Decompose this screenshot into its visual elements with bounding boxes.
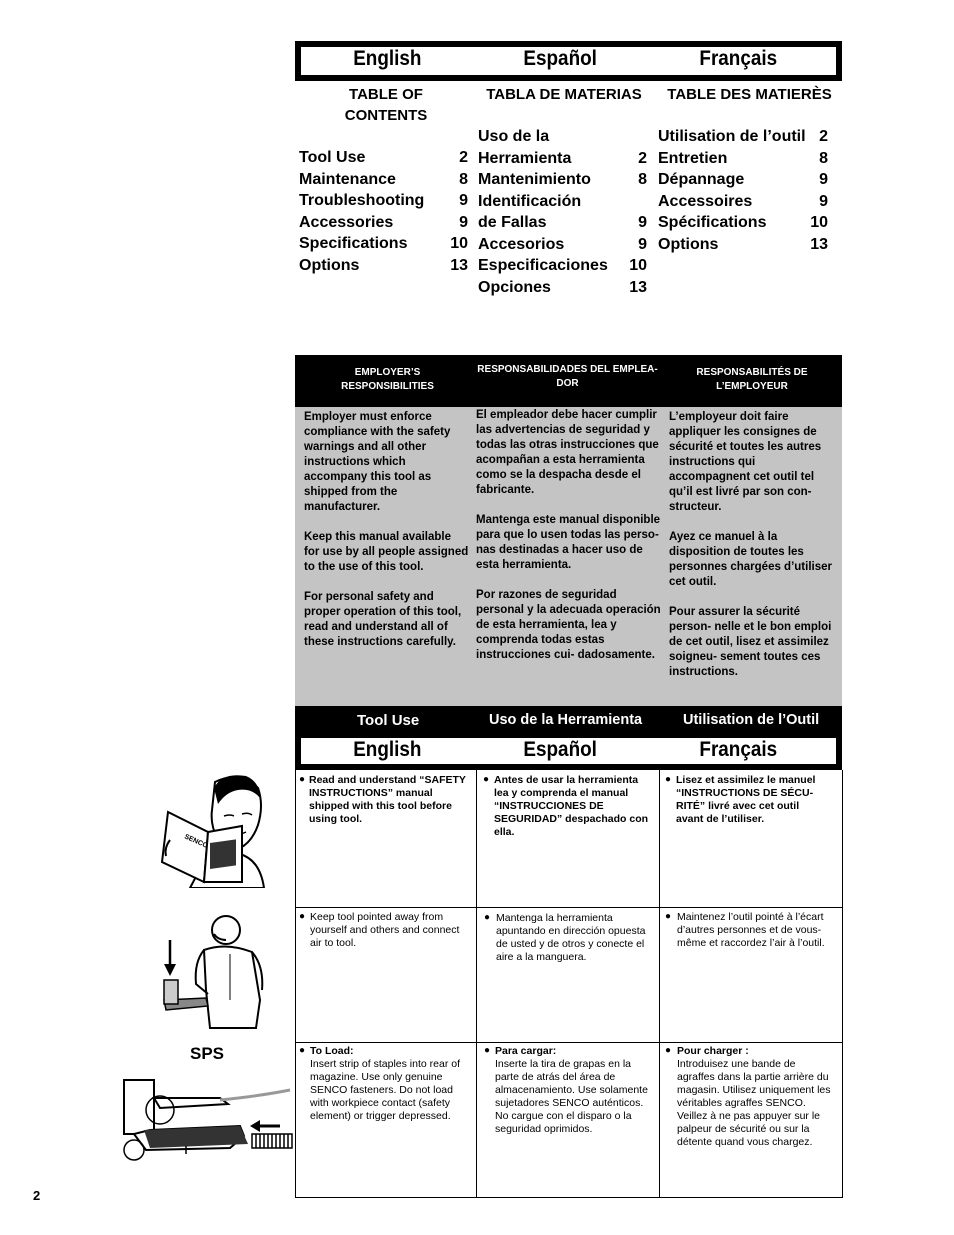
toc-item[interactable]: Herramienta 2 — [478, 149, 647, 167]
resp-text-es — [476, 408, 662, 678]
book-brand-label: SENCO — [183, 833, 209, 850]
instruction-2-es: Mantenga la herramienta apuntando en dirección opuesta de usted y de otros y conecte el aire a la manguera. — [496, 912, 646, 963]
toc-item[interactable]: Options 13 — [299, 256, 468, 274]
resp-paragraph: Pour assurer la sécurité person- nelle et le bon emploi de cet outil, lisez et assimilez soigneu- sement toutes ces instructions. — [669, 606, 832, 678]
instruction-3-es-body: Inserte la tira de grapas en la parte de atrás del área de almacenamiento. Use solamente sujetadores SENCO auténticos. No cargue con el disparo o la seguridad oprimidos. — [495, 1058, 648, 1135]
toc-item[interactable]: Accessories 9 — [299, 213, 468, 231]
toc-item[interactable]: Options 13 — [658, 235, 828, 253]
grid-divider — [295, 1042, 842, 1043]
toc-item[interactable]: Tool Use 2 — [299, 149, 468, 166]
toc-item[interactable]: Dépannage 9 — [658, 171, 828, 188]
man-holding-tool-illustration — [160, 910, 270, 1030]
instruction-3-fr-body: Introduisez une bande de agraffes dans la partie arrière du magasin. Utilisez uniquement les véritables agraffes SENCO. Veillez à ne pas appuyer sur le palpeur de sécurité ou sur la détente quand vous chargez. — [677, 1058, 831, 1148]
toc-heading-es: TABLA DE MATERIAS — [486, 86, 642, 103]
instruction-3-fr — [677, 1045, 835, 1149]
toc-item[interactable]: Opciones 13 — [478, 278, 647, 296]
tool-use-label-es: Uso de la Herramienta — [489, 712, 643, 728]
instruction-3-es-title: Para cargar: — [495, 1045, 557, 1057]
bullet-icon: ● — [665, 774, 672, 785]
resp-paragraph: El empleador debe hacer cumplir las advertencias de seguridad y todas las otras instrucciones que acompañan a esta herramienta como se la despacha desde el fabricante. — [476, 409, 659, 496]
grid-divider — [476, 770, 477, 1198]
resp-heading-en: EMPLOYER’S RESPONSIBILITIES — [341, 367, 434, 392]
toc-heading-en: TABLE OF CONTENTS — [344, 86, 428, 124]
resp-text-fr — [669, 410, 836, 695]
bullet-icon: ● — [665, 1045, 672, 1056]
toc-list-fr — [658, 126, 828, 255]
instruction-3-en-title: To Load: — [310, 1045, 354, 1057]
toc-heading-fr: TABLE DES MATIERÈS — [667, 86, 832, 103]
toc-item[interactable]: Uso de la — [478, 128, 550, 145]
bullet-icon: ● — [483, 774, 490, 785]
stapler-loading-illustration — [120, 1068, 295, 1168]
instruction-1-en: Read and understand “SAFETY INSTRUCTIONS” manual shipped with this tool before using tool. — [309, 774, 466, 825]
bullet-icon: ● — [299, 774, 306, 785]
tool-use-label-fr: Utilisation de l’Outil — [683, 712, 820, 728]
toc-item[interactable]: de Fallas 9 — [478, 214, 647, 231]
instruction-1-es: Antes de usar la herramienta lea y comprenda el manual “INSTRUCCIONES DE SEGURIDAD” despachado con ella. — [494, 774, 649, 838]
instruction-3-en — [310, 1045, 470, 1123]
tool-use-label-en: Tool Use — [357, 712, 420, 729]
language-banner-top — [295, 41, 842, 81]
instruction-2-fr: Maintenez l’outil pointé à l’écart d’autres personnes et de vous- même et raccordez l’air à l’outil. — [677, 911, 825, 949]
toc-item[interactable]: Mantenimiento 8 — [478, 171, 647, 188]
resp-paragraph: Mantenga este manual disponible para que lo usen todas las perso- nas destinadas a hacer uso de esta herramienta. — [476, 514, 661, 571]
grid-divider — [295, 907, 842, 908]
resp-paragraph: For personal safety and proper operation of this tool, read and understand all of these instructions carefully. — [304, 591, 462, 648]
bullet-icon: ● — [299, 1045, 306, 1056]
toc-item[interactable]: Accessoires 9 — [658, 192, 828, 210]
page-number: 2 — [33, 1188, 41, 1203]
toc-item[interactable]: Utilisation de l’outil 2 — [658, 128, 828, 145]
lang-french: Français — [699, 738, 778, 761]
toc-list-en — [299, 147, 468, 276]
instruction-3-fr-title: Pour charger : — [677, 1045, 749, 1057]
man-reading-manual-illustration — [160, 770, 270, 888]
toc-list-es — [478, 126, 647, 298]
toc-item[interactable]: Troubleshooting 9 — [299, 192, 468, 209]
resp-paragraph: Por razones de seguridad personal y la adecuada operación de esta herramienta, lea y comprenda todas estas instrucciones cui- dadosamente. — [476, 589, 661, 661]
grid-divider — [659, 770, 660, 1198]
instruction-1-fr: Lisez et assimilez le manuel “INSTRUCTIONS DE SÉCU- RITÉ” livré avec cet outil avant de l’utiliser. — [676, 774, 816, 825]
toc-item[interactable]: Entretien 8 — [658, 149, 828, 167]
resp-text-en — [304, 410, 469, 665]
lang-english: English — [353, 738, 422, 761]
instruction-2-en: Keep tool pointed away from yourself and others and connect air to tool. — [310, 911, 460, 949]
lang-english: English — [353, 47, 422, 70]
instruction-3-es — [495, 1045, 655, 1136]
tool-use-header — [295, 706, 842, 770]
toc-item[interactable]: Accesorios 9 — [478, 235, 647, 253]
toc-item[interactable]: Spécifications 10 — [658, 214, 828, 231]
lang-spanish: Español — [523, 47, 597, 70]
responsibilities-header-bar — [295, 355, 842, 407]
toc-item[interactable]: Identificación — [478, 192, 582, 210]
resp-heading-fr: RESPONSABILITÉS DE L’EMPLOYEUR — [696, 367, 808, 392]
sps-label: SPS — [190, 1044, 225, 1063]
resp-heading-es: RESPONSABILIDADES DEL EMPLEA- DOR — [477, 364, 658, 389]
toc-item[interactable]: Especificaciones 10 — [478, 257, 647, 274]
bullet-icon: ● — [299, 911, 306, 922]
resp-paragraph: L’employeur doit faire appliquer les consignes de sécurité et toutes les autres instructions qui accompagnent cet outil tel qu’il est livré par son con- structeur. — [669, 411, 822, 513]
resp-paragraph: Ayez ce manuel à la disposition de toutes les personnes chargées d’utiliser cet outil. — [669, 531, 832, 588]
resp-paragraph: Employer must enforce compliance with the safety warnings and all other instructions which accompany this tool as shipped from the manufacturer. — [304, 411, 451, 513]
bullet-icon: ● — [484, 1045, 491, 1056]
bullet-icon: ● — [484, 912, 491, 923]
lang-spanish: Español — [523, 738, 597, 761]
toc-item[interactable]: Maintenance 8 — [299, 170, 468, 188]
resp-paragraph: Keep this manual available for use by all people assigned to the use of this tool. — [304, 531, 469, 573]
toc-item[interactable]: Specifications 10 — [299, 235, 468, 252]
instruction-3-en-body: Insert strip of staples into rear of magazine. Use only genuine SENCO fasteners. Do not load with workpiece contact (safety element) or trigger depressed. — [310, 1058, 460, 1122]
bullet-icon: ● — [665, 911, 672, 922]
lang-french: Français — [699, 47, 778, 70]
